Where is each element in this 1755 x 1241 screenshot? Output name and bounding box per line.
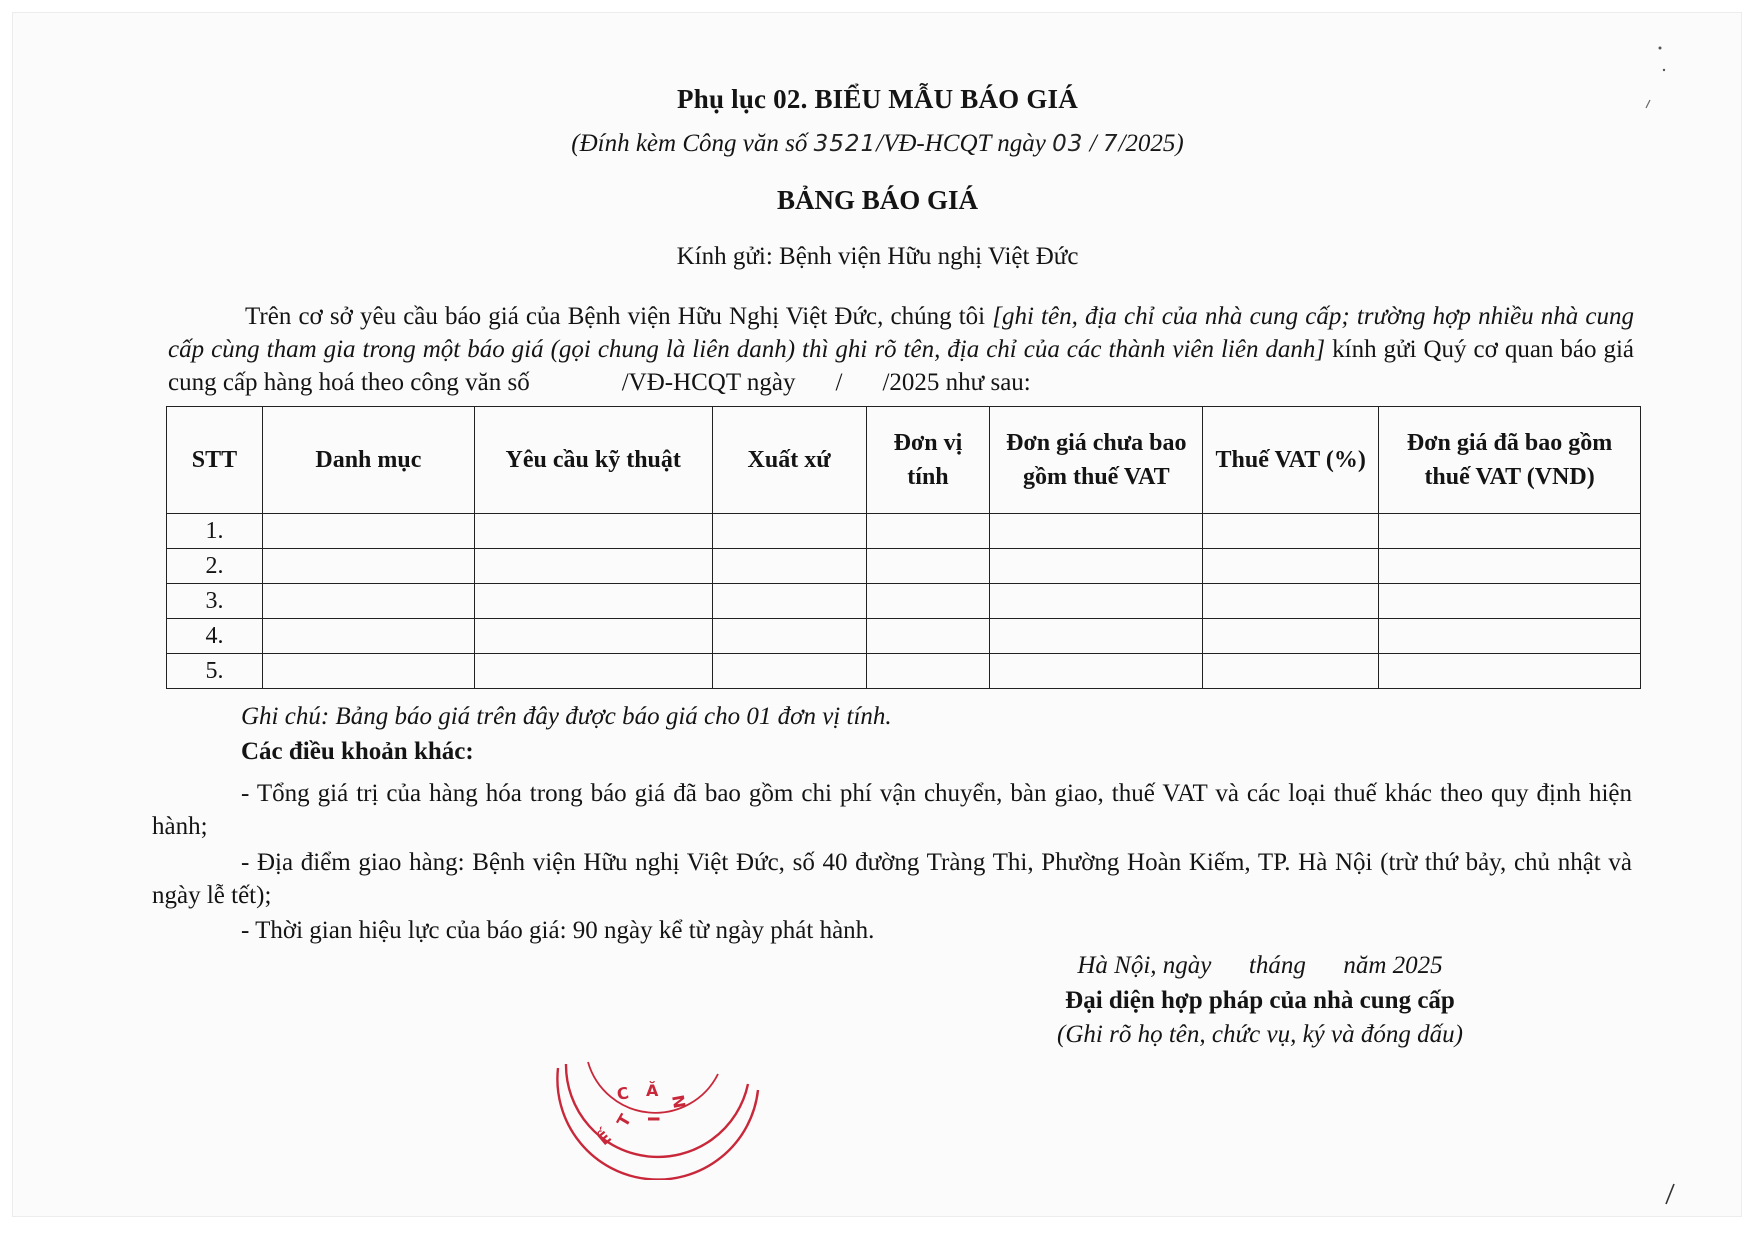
- attachment-subtitle: [0, 130, 1755, 158]
- term-total-value: - Tổng giá trị của hàng hóa trong báo giá đã bao gồm chi phí vận chuyển, bàn giao, thuế VAT và các loại thuế khác theo quy định hiện hành;: [152, 780, 1632, 840]
- header-don-gia-da-vat: Đơn giá đã bao gồm thuế VAT (VND): [1379, 407, 1641, 514]
- handwritten-day: 03: [1052, 131, 1084, 157]
- cell-thue-vat[interactable]: [1203, 549, 1379, 584]
- intro-part4: /VĐ-HCQT ngày: [621, 369, 796, 396]
- cell-don-vi[interactable]: [866, 619, 990, 654]
- quotation-table: [166, 406, 1641, 689]
- scan-speck-marks: [1640, 40, 1670, 120]
- header-danh-muc: Danh mục: [262, 407, 474, 514]
- header-don-gia-chua-vat: Đơn giá chưa bao gồm thuế VAT: [990, 407, 1203, 514]
- cell-danh-muc[interactable]: [262, 584, 474, 619]
- cell-danh-muc[interactable]: [262, 514, 474, 549]
- cell-xuat-xu[interactable]: [712, 654, 866, 689]
- term-delivery-location: - Địa điểm giao hàng: Bệnh viện Hữu nghị Việt Đức, số 40 đường Tràng Thi, Phường Hoàn Kiếm, TP. Hà Nội (trừ thứ bảy, chủ nhật và ngày lễ tết);: [152, 849, 1632, 909]
- row-number: 1.: [167, 514, 263, 549]
- intro-italic-instruction: [ghi tên, địa chỉ của nhà cung cấp; trường hợp nhiều nhà cung cấp cùng tham gia trong một báo giá (gọi chung là liên danh) thì ghi rõ tên, địa chỉ của các thành viên liên danh]: [168, 303, 1634, 363]
- greeting-line: Kính gửi: Bệnh viện Hữu nghị Việt Đức: [676, 243, 1079, 270]
- cell-don-gia-chua-vat[interactable]: [990, 654, 1203, 689]
- cell-yeu-cau[interactable]: [474, 514, 712, 549]
- signature-note: (Ghi rõ họ tên, chức vụ, ký và đóng dấu): [1057, 1021, 1463, 1048]
- table-row: [167, 619, 1641, 654]
- cell-yeu-cau[interactable]: [474, 584, 712, 619]
- subtitle-suffix: /2025): [1118, 130, 1184, 157]
- cell-don-gia-chua-vat[interactable]: [990, 584, 1203, 619]
- header-thue-vat: Thuế VAT (%): [1203, 407, 1379, 514]
- table-header-row: [167, 407, 1641, 514]
- cell-don-gia-chua-vat[interactable]: [990, 549, 1203, 584]
- cell-don-gia-chua-vat[interactable]: [990, 619, 1203, 654]
- subtitle-middle: /VĐ-HCQT ngày: [876, 130, 1053, 157]
- cell-yeu-cau[interactable]: [474, 619, 712, 654]
- cell-yeu-cau[interactable]: [474, 654, 712, 689]
- cell-danh-muc[interactable]: [262, 654, 474, 689]
- header-don-vi-tinh: Đơn vị tính: [866, 407, 990, 514]
- cell-xuat-xu[interactable]: [712, 549, 866, 584]
- cell-xuat-xu[interactable]: [712, 619, 866, 654]
- cell-thue-vat[interactable]: [1203, 514, 1379, 549]
- table-row: [167, 549, 1641, 584]
- table-row: [167, 584, 1641, 619]
- table-note: Ghi chú: Bảng báo giá trên đây được báo giá cho 01 đơn vị tính.: [241, 703, 892, 730]
- cell-thue-vat[interactable]: [1203, 619, 1379, 654]
- svg-text:N: N: [668, 1093, 690, 1110]
- svg-text:Ă: Ă: [646, 1081, 659, 1100]
- cell-yeu-cau[interactable]: [474, 549, 712, 584]
- row-number: 3.: [167, 584, 263, 619]
- intro-part5: /: [835, 369, 843, 396]
- quotation-heading: BẢNG BÁO GIÁ: [776, 185, 979, 215]
- subtitle-prefix: (Đính kèm Công văn số: [571, 130, 814, 157]
- other-terms-title: Các điều khoản khác:: [241, 738, 474, 765]
- header-xuat-xu: Xuất xứ: [712, 407, 866, 514]
- cell-don-vi[interactable]: [866, 584, 990, 619]
- row-number: 4.: [167, 619, 263, 654]
- intro-paragraph: [168, 300, 1634, 399]
- handwritten-doc-number: 3521: [813, 131, 877, 157]
- svg-text:I: I: [644, 1116, 663, 1122]
- term-validity: - Thời gian hiệu lực của báo giá: 90 ngày kể từ ngày phát hành.: [241, 917, 875, 944]
- appendix-title-text: Phụ lục 02. BIỂU MẪU BÁO GIÁ: [677, 84, 1078, 114]
- intro-part1: Trên cơ sở yêu cầu báo giá của Bệnh viện Hữu Nghị Việt Đức, chúng tôi: [245, 303, 993, 330]
- table-row: [167, 654, 1641, 689]
- row-number: 2.: [167, 549, 263, 584]
- cell-don-vi[interactable]: [866, 654, 990, 689]
- cell-danh-muc[interactable]: [262, 549, 474, 584]
- cell-thue-vat[interactable]: [1203, 654, 1379, 689]
- cell-don-gia-da-vat[interactable]: [1379, 549, 1641, 584]
- cell-don-gia-da-vat[interactable]: [1379, 514, 1641, 549]
- cell-don-gia-da-vat[interactable]: [1379, 654, 1641, 689]
- cell-don-gia-chua-vat[interactable]: [990, 514, 1203, 549]
- intro-part6: /2025 như sau:: [882, 369, 1031, 396]
- row-number: 5.: [167, 654, 263, 689]
- svg-text:T: T: [613, 1111, 635, 1130]
- signature-title: Đại diện hợp pháp của nhà cung cấp: [1065, 987, 1455, 1014]
- cell-don-vi[interactable]: [866, 514, 990, 549]
- cell-don-gia-da-vat[interactable]: [1379, 584, 1641, 619]
- cell-xuat-xu[interactable]: [712, 584, 866, 619]
- signature-date-line: Hà Nội, ngày tháng năm 2025: [1077, 952, 1443, 979]
- intro-part3: kính gửi Quý cơ quan báo giá cung cấp hàng hoá theo công văn số: [168, 336, 1634, 396]
- cell-don-gia-da-vat[interactable]: [1379, 619, 1641, 654]
- cell-don-vi[interactable]: [866, 549, 990, 584]
- scan-pen-mark: [1660, 1180, 1680, 1210]
- header-yeu-cau-ky-thuat: Yêu cầu kỹ thuật: [474, 407, 712, 514]
- appendix-title: [0, 84, 1755, 115]
- cell-danh-muc[interactable]: [262, 619, 474, 654]
- partial-stamp-icon: [548, 1060, 768, 1180]
- table-row: [167, 514, 1641, 549]
- subtitle-slash: /: [1083, 130, 1103, 157]
- cell-thue-vat[interactable]: [1203, 584, 1379, 619]
- handwritten-month: 7: [1102, 131, 1119, 157]
- svg-text:C: C: [615, 1083, 631, 1104]
- svg-text:Ế: Ế: [594, 1127, 615, 1150]
- header-stt: STT: [167, 407, 263, 514]
- cell-xuat-xu[interactable]: [712, 514, 866, 549]
